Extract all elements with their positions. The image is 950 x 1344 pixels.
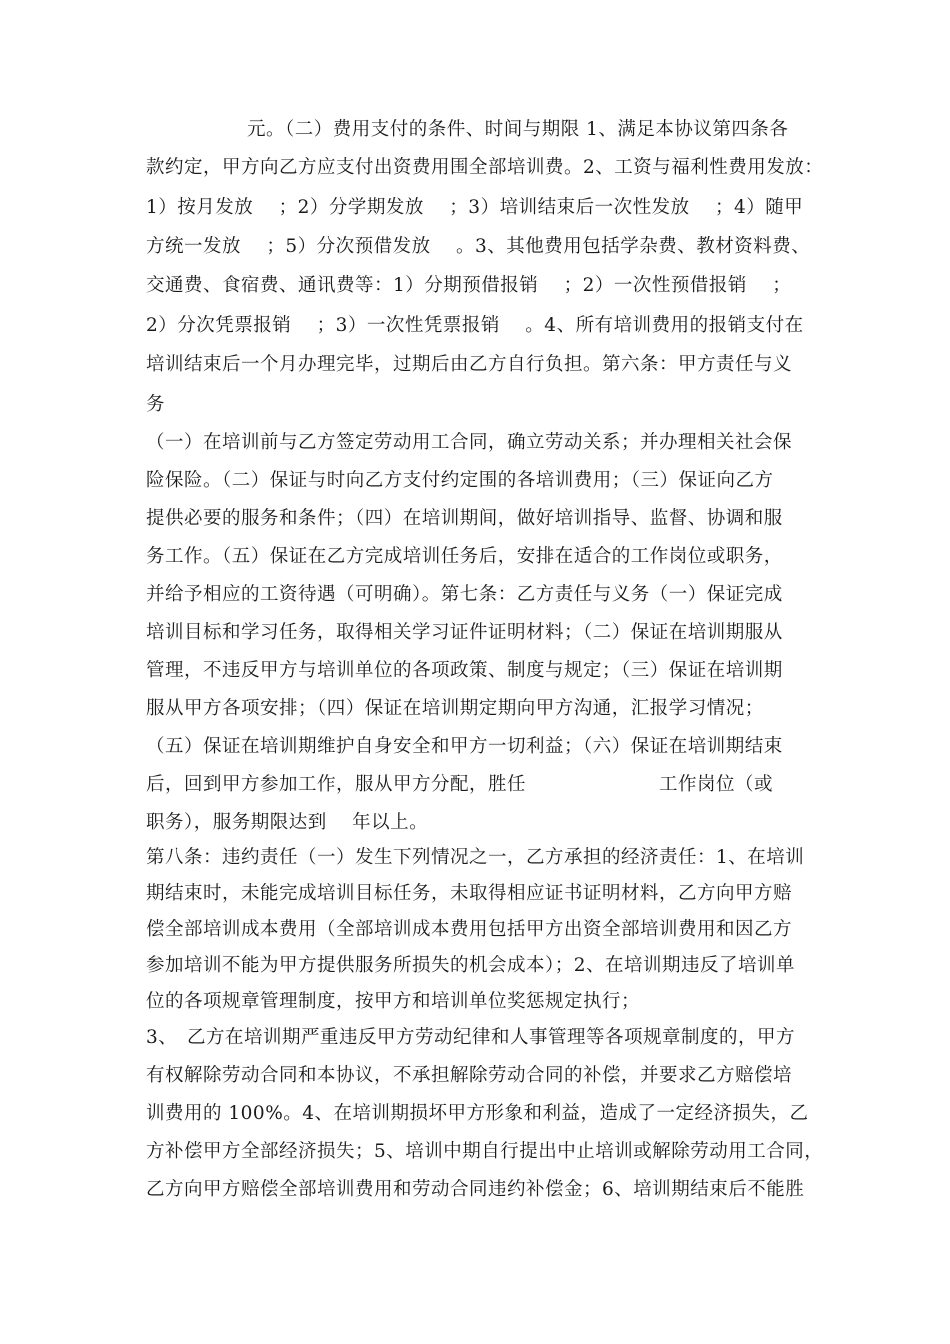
text-line: 务 (146, 394, 166, 415)
text-line: 培训结束后一个月办理完毕，过期后由乙方自行负担。第六条：甲方责任与义 (146, 354, 793, 375)
text-line: 第八条：违约责任（一）发生下列情况之一，乙方承担的经济责任：1、在培训 (146, 847, 805, 868)
text-line: 务工作。（五）保证在乙方完成培训任务后，安排在适合的工作岗位或职务， (146, 546, 783, 567)
text-line: （五）保证在培训期维护自身安全和甲方一切利益；（六）保证在培训期结束 (146, 736, 783, 757)
text-line: 险保险。（二）保证与时向乙方支付约定围的各培训费用；（三）保证向乙方 (146, 470, 774, 491)
text-line: （一）在培训前与乙方签定劳动用工合同，确立劳动关系；并办理相关社会保 (146, 432, 793, 453)
text-line: 元。（二）费用支付的条件、时间与期限 1、满足本协议第四条各 (247, 119, 789, 140)
text-line: 3、 乙方在培训期严重违反甲方劳动纪律和人事管理等各项规章制度的，甲方 (146, 1027, 796, 1048)
text-line: 偿全部培训成本费用（全部培训成本费用包括甲方出资全部培训费用和因乙方 (146, 919, 793, 940)
text-line: 交通费、食宿费、通讯费等：1）分期预借报销 ；2）一次性预借报销 ； (146, 275, 792, 296)
text-line: 乙方向甲方赔偿全部培训费用和劳动合同违约补偿金；6、培训期结束后不能胜 (146, 1179, 805, 1200)
text-line: 提供必要的服务和条件；（四）在培训期间，做好培训指导、监督、协调和服 (146, 508, 783, 529)
text-line: 方补偿甲方全部经济损失；5、培训中期自行提出中止培训或解除劳动用工合同， (146, 1141, 824, 1162)
text-line: 服从甲方各项安排；（四）保证在培训期定期向甲方沟通，汇报学习情况； (146, 698, 764, 719)
text-line: 2）分次凭票报销 ；3）一次性凭票报销 。4、所有培训费用的报销支付在 (146, 315, 804, 336)
text-line: 1）按月发放 ；2）分学期发放 ；3）培训结束后一次性发放 ；4）随甲 (146, 197, 804, 218)
text-line: 期结束时，未能完成培训目标任务，未取得相应证书证明材料，乙方向甲方赔 (146, 883, 793, 904)
text-line: 职务），服务期限达到 年以上。 (146, 812, 429, 833)
text-line: 培训目标和学习任务，取得相关学习证件证明材料；（二）保证在培训期服从 (146, 622, 783, 643)
text-line: 训费用的 100%。4、在培训期损坏甲方形象和利益，造成了一定经济损失，乙 (146, 1103, 809, 1124)
text-line: 方统一发放 ；5）分次预借发放 。3、其他费用包括学杂费、教材资料费、 (146, 236, 811, 257)
text-line: 后，回到甲方参加工作，服从甲方分配，胜任 工作岗位（或 (146, 774, 774, 795)
text-line: 有权解除劳动合同和本协议，不承担解除劳动合同的补偿，并要求乙方赔偿培 (146, 1065, 793, 1086)
text-line: 位的各项规章管理制度，按甲方和培训单位奖惩规定执行； (146, 991, 641, 1012)
text-line: 款约定，甲方向乙方应支付出资费用围全部培训费。2、工资与福利性费用发放： (146, 157, 824, 178)
text-line: 参加培训不能为甲方提供服务所损失的机会成本）；2、在培训期违反了培训单 (146, 955, 796, 976)
text-line: 管理，不违反甲方与培训单位的各项政策、制度与规定；（三）保证在培训期 (146, 660, 783, 681)
text-line: 并给予相应的工资待遇（可明确）。第七条：乙方责任与义务（一）保证完成 (146, 584, 783, 605)
